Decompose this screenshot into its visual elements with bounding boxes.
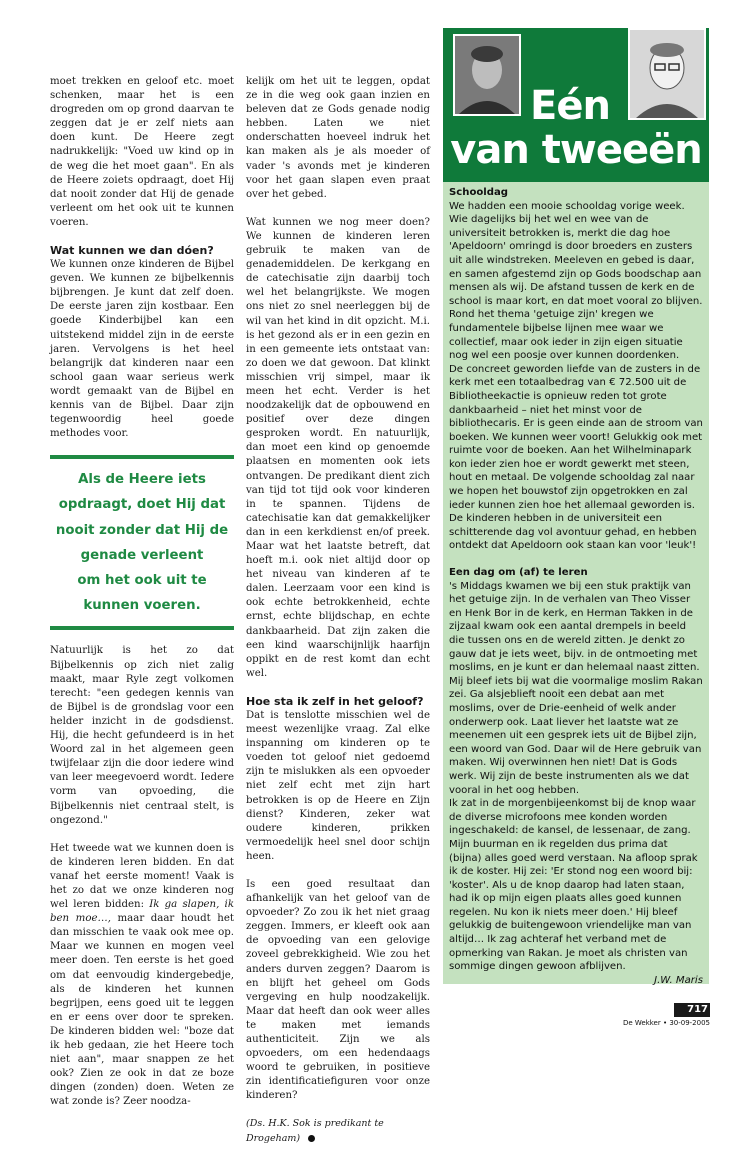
pull-quote-line: nooit zonder dat Hij de (55, 522, 229, 538)
pull-quote-line: Als de Heere iets (78, 472, 206, 488)
page-number: 717 (674, 1003, 710, 1017)
col1-paragraph-1: moet trekken en geloof etc. moet schenken, maar het is een drogreden om op grond daarvan te zeggen dat je er zelf niets aan doen kunt. De Heere zegt nadrukkelijk: "Voed uw kind op in de weg die het moet gaan". En als de Heere zoiets opdraagt, doet Hij dat nooit zonder dat Hij de genade verleent om het ook uit te kunnen voeren. (50, 76, 234, 228)
sidebar-paragraph-5: Ik zat in de morgenbijeenkomst bij de knop waar de diverse microfoons mee konden worden ingeschakeld: de kansel, de lessenaar, de zang. Mijn buurman en ik regelden dus prima dat (bijna) alles goed werd verstaan. Na afloop sprak ik de koster. Hij zei: 'Er stond nog een woord bij: 'koster'. Als u de knop daarop had laten staan, had ik op mijn eigen plaats alles goed kunnen regelen. Nu kon ik niets meer doen.' Hij bleef gelukkig de buitengewoon vriendelijke man van altijd… Ik zag achteraf het verband met de opmerking van Rakan. Je moet als christen van sommige dingen gewoon afblijven. (449, 798, 698, 973)
col1-paragraph-4 (50, 842, 234, 1110)
end-bullet-icon (308, 1135, 315, 1142)
author-signature-text: (Ds. H.K. Sok is predikant te Drogeham) (246, 1118, 384, 1144)
col2-paragraph-2: Wat kunnen we nog meer doen? We kunnen de kinderen leren gebruik te maken van de genademiddelen. De kerkgang en de catechisatie zijn daarbij toch wel het belangrijkste. We mogen ons niet zo snel neerleggen bij de wil van het kind in dit opzicht. M.i. is het gezond als er in een gezin en in een gemeente iets ontstaat van: zo doen we dat gewoon. Dat klinkt misschien vrij simpel, maar ik meen het echt. Verder is het noodzakelijk dat de opbouwend en positief over deze dingen gesproken wordt. En natuurlijk, dan moet een kind op genoemde plaatsen en momenten ook iets ontvangen. De predikant dient zich van tijd tot tijd ook voor kinderen in te spannen. Tijdens de catechisatie kan dat gemakkelijker dan in een kerkdienst en/of preek. Maar wat het laatste betreft, dat hoeft m.i. ook niet altijd door op het niveau van kinderen af te dalen. Leerzaam voor een kind is ook echte betrokkenheid, echte ernst, echte blijdschap, en echte dankbaarheid. Dat zijn zaken die een kind waarschijnlijk haarfijn oppikt en de rest komt dan echt wel. (246, 216, 430, 679)
publication-footer: De Wekker • 30-09-2005 (622, 1019, 710, 1027)
sidebar-paragraph-1: We hadden een mooie schooldag vorige week. Wie dagelijks bij het wel en wee van de universiteit betrokken is, merkt die dag hoe 'Apeldoorn' omringd is door broeders en zusters uit alle windstreken. Meeleven en gebed is daar, en samen afgestemd zijn op Gods boodschap aan mensen als wij. De afstand tussen de kerk en de school is maar kort, en dat moet vooral zo blijven. Rond het thema 'getuige zijn' kregen we fundamentele bijbelse lijnen mee waar we collectief, maar ook ieder in zijn eigen situatie nog wel een poosje over kunnen doordenken. (449, 200, 703, 362)
sidebar-paragraph-2: De concreet geworden liefde van de zusters in de kerk met een totaalbedrag van € 72.500 uit de Bibliotheekactie is opnieuw reden tot grote dankbaarheid – niet het minst voor de bibliothecaris. Er is geen einde aan de stroom van boeken. We kunnen weer voort! Gelukkig ook met ruimte voor de boeken. Aan het Wilhelminapark kon ieder zien hoe er wordt gewerkt met steen, hout en metaal. De volgende schooldag zal naar we hopen het bouwstof zijn opgetrokken en zal ieder kunnen zien hoe het allemaal geworden is. (449, 363, 703, 511)
col2-paragraph-1: kelijk om het uit te leggen, opdat ze in die weg ook gaan inzien en beleven dat ze Gods genade nodig hebben. Laten we niet onderschatten hoeveel indruk het kan maken als je als moeder of vader 's avonds met je kinderen voor het gaan slapen even praat over het gebed. (246, 76, 430, 200)
col1-heading: Wat kunnen we dan dóen? (50, 244, 214, 258)
sidebar-column (443, 182, 709, 984)
col1-paragraph-4-b: maar daar houdt het dan misschien te vaak ook mee op. Maar we kunnen en mogen veel meer doen. Ten eerste is het goed om dat eenvoudig kindergebedje, als de kinderen het kunnen begrijpen, eens goed uit te leggen en er eens over door te spreken. De kinderen bidden wel: "boze dat ik heb gedaan, zie het Heere toch niet aan", maar snappen ze het ook? Zien ze ook in dat ze boze dingen (zonden) doen. Weten ze wat zonde is? Zeer noodza- (50, 913, 234, 1108)
col2-paragraph-4: Is een goed resultaat dan afhankelijk van het geloof van de opvoeder? Zo zou ik het niet graag zeggen. Immers, er kleeft ook aan de opvoeding van een gelovige zoveel gebrekkigheid. Wie zou het anders durven zeggen? Daarom is en blijft het geheel om Gods vergeving en hulp noodzakelijk. Maar dat heeft dan ook weer alles te maken met iemands authenticiteit. Zijn we als opvoeders, om een hedendaags woord te gebruiken, in positieve zin identificatiefiguren voor onze kinderen? (246, 878, 430, 1102)
pull-quote-line: genade verleent (80, 547, 204, 563)
col1-paragraph-4-a: Het tweede wat we kunnen doen is de kinderen leren bidden. En dat vanaf het eerste moment! Vaak is het zo dat we onze kinderen nog wel leren bidden: (50, 842, 234, 911)
col1-paragraph-2: We kunnen onze kinderen de Bijbel geven. We kunnen ze bijbelkennis bijbrengen. Je kunt dat zelf doen. De eerste jaren zijn kostbaar. Een goede Kinderbijbel kan een uitstekend middel zijn in de eerste jaren. Vervolgens is het heel belangrijk dat kinderen naar een school gaan waar serieus werk wordt gemaakt van de Bijbel en kennis van de Bijbel. Daar zijn tegenwoordig heel goede methodes voor. (50, 259, 234, 440)
column-title-line-2: van tweeën (450, 127, 702, 173)
column-header (443, 28, 709, 182)
article-column-1 (50, 75, 234, 1123)
col1-paragraph-4-italic: Ik ga slapen, ik ben moe…, (50, 899, 234, 925)
pull-quote-line: opdraagt, doet Hij dat (58, 497, 226, 513)
sidebar-heading-2: Een dag om (af) te leren (449, 567, 588, 579)
column-title-line-1: Eén (530, 83, 610, 129)
pull-quote (50, 455, 234, 630)
col2-paragraph-3: Dat is tenslotte misschien wel de meest wezenlijke vraag. Zal elke inspanning om kinderen op te voeden tot geloof niet gedoemd zijn te mislukken als een opvoeder niet zelf echt met zijn hart betrokken is op de Heere en Zijn dienst? Kinderen, zeker wat oudere kinderen, prikken vermoedelijk heel snel door schijn heen. (246, 709, 430, 862)
sidebar-author: J.W. Maris (654, 974, 703, 986)
col1-paragraph-3: Natuurlijk is het zo dat Bijbelkennis op zich niet zalig maakt, maar Ryle zegt volkomen terecht: "een gedegen kennis van de Bijbel is de grondslag voor een helder inzicht in de godsdienst. Hij, die hecht gefundeerd is in het Woord zal in het algemeen geen twijfelaar zijn die door iedere wind van leer meegevoerd wordt. Iedere vorm van opvoeding, die Bijbelkennis niet centraal stelt, is ongezond." (50, 645, 234, 826)
sidebar-paragraph-4: 's Middags kwamen we bij een stuk praktijk van het getuige zijn. In de verhalen van Theo Visser en Henk Bor in de kerk, en Herman Takken in de zijzaal kwam ook een aantal drempels in beeld die tussen ons en de wereld zitten. Je denkt zo gauw dat je iets weet, bijv. in de ontmoeting met moslims, en je kunt er dan helemaal naast zitten. Mij bleef iets bij wat die voormalige moslim Rakan zei. Ga alsjeblieft nooit een debat aan met moslims, over de Drie-eenheid of welk ander onderwerp ook. Laat liever het laatste wat ze meenemen uit een gesprek iets uit de Bijbel zijn, een woord van God. Daar wil de Here gebruik van maken. Wij overwinnen hen niet! Dat is Gods werk. Wij zijn de beste instrumenten als we dat vooral in het oog hebben. (449, 580, 703, 796)
article-column-2 (246, 75, 430, 1160)
col2-heading: Hoe sta ik zelf in het geloof? (246, 694, 424, 708)
sidebar-heading-1: Schooldag (449, 187, 509, 198)
pull-quote-line: kunnen voeren. (83, 598, 201, 614)
pull-quote-line: om het ook uit te (77, 573, 207, 589)
sidebar-paragraph-3: De kinderen hebben in de universiteit een schitterende dag vol avontuur gehad, en hebben ontdekt dat Apeldoorn ook staan kan voor 'leuk'! (449, 513, 697, 552)
author-signature (246, 1117, 430, 1145)
